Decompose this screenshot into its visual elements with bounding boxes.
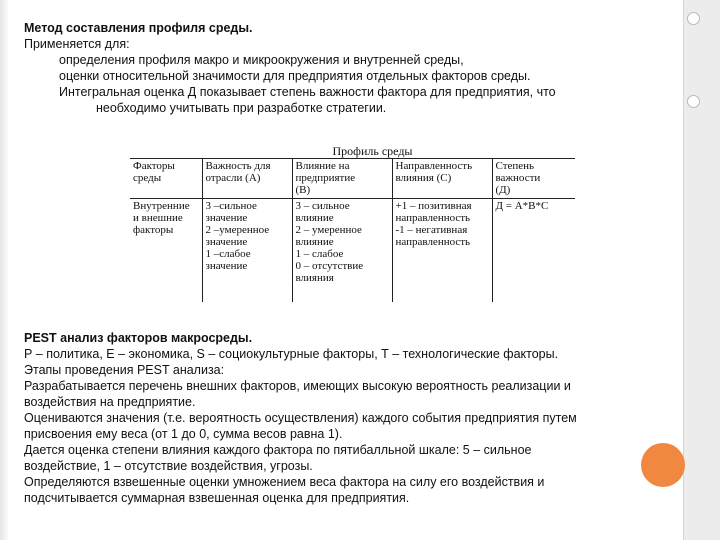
table-header-cell: Факторы среды (130, 159, 202, 199)
orange-circle-icon (641, 443, 685, 487)
table-header-cell: Направленность влияния (С) (392, 159, 492, 199)
integral-line: необходимо учитывать при разработке стратегии. (96, 101, 387, 115)
table-row (130, 199, 575, 303)
slide-left-frame (0, 0, 8, 540)
table-header-cell: Влияние на предприятие (В) (292, 159, 392, 199)
pest-block (24, 330, 660, 506)
pest-line: присвоения ему веса (от 1 до 0, сумма весов равна 1). (24, 427, 343, 441)
intro-item: оценки относительной значимости для предприятия отдельных факторов среды. (59, 69, 531, 83)
slide-right-frame (683, 0, 720, 540)
table-cell: 3 –сильное значение 2 –умеренное значение 1 –слабое значение (202, 199, 292, 303)
table-caption: Профиль среды (332, 144, 413, 158)
pest-line: Р – политика, Е – экономика, S – социокультурные факторы, Т – технологические факторы. (24, 347, 559, 361)
pest-line: подсчитывается суммарная взвешенная оценка для предприятия. (24, 491, 410, 505)
profile-table-figure (130, 144, 575, 302)
applies-label: Применяется для: (24, 37, 130, 51)
table-header-cell: Степень важности (Д) (495, 160, 541, 196)
intro-block (24, 20, 676, 116)
intro-item: определения профиля макро и микроокружения и внутренней среды, (59, 53, 464, 67)
integral-line: Интегральная оценка Д показывает степень важности фактора для предприятия, что (59, 85, 556, 99)
table-header-cell: Важность для отрасли (А) (202, 159, 292, 199)
table-cell: +1 – позитивная направленность -1 – негативная направленность (392, 199, 492, 303)
intro-title: Метод составления профиля среды. (24, 21, 253, 35)
table-cell: Внутренние и внешние факторы (130, 199, 202, 303)
pest-line: воздействие, 1 – отсутствие воздействия, угрозы. (24, 459, 313, 473)
pest-line: Оцениваются значения (т.е. вероятность осуществления) каждого события предприятия путем (24, 411, 577, 425)
pest-line: Разрабатывается перечень внешних факторов, имеющих высокую вероятность реализации и (24, 379, 571, 393)
decorative-ring-icon (687, 95, 700, 108)
decorative-ring-icon (687, 12, 700, 25)
pest-line: Этапы проведения PEST анализа: (24, 363, 225, 377)
pest-line: Определяются взвешенные оценки умножением веса фактора на силу его воздействия и (24, 475, 545, 489)
table-cell: 3 – сильное влияние 2 – умеренное влияние 1 – слабое 0 – отсутствие влияния (292, 199, 392, 303)
table-header-row (130, 159, 575, 199)
slide-page (18, 0, 683, 540)
pest-line: воздействия на предприятие. (24, 395, 196, 409)
table-cell: Д = А*В*С (495, 200, 549, 212)
profile-table (130, 158, 575, 302)
pest-line: Дается оценка степени влияния каждого фактора по пятибалльной шкале: 5 – сильное (24, 443, 532, 457)
pest-title: PEST анализ факторов макросреды. (24, 331, 253, 345)
